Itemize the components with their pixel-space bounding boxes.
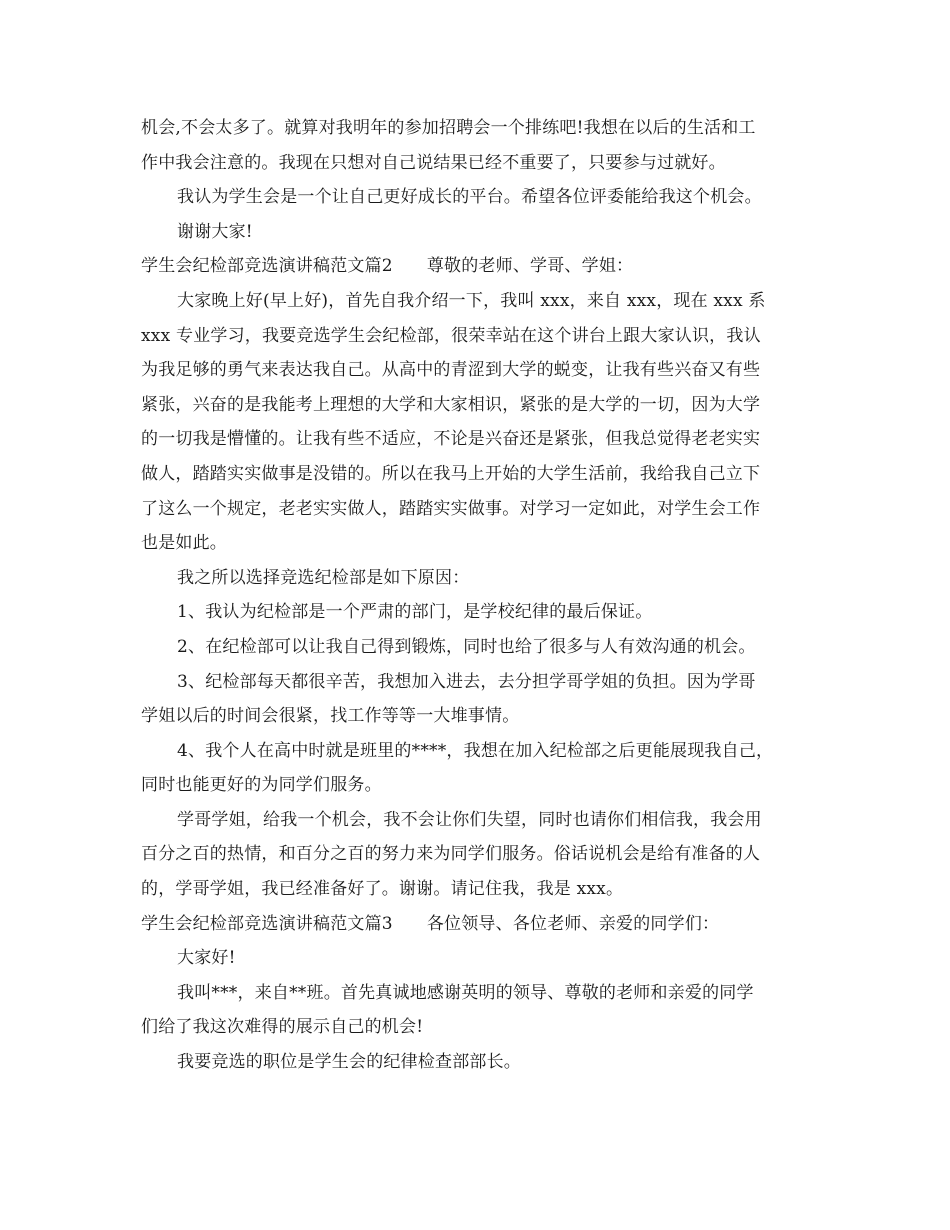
list-item: 3、纪检部每天都很辛苦，我想加入进去，去分担学哥学姐的负担。因为学哥 xyxy=(177,671,756,692)
text-line: 的一切我是懵懂的。让我有些不适应，不论是兴奋还是紧张，但我总觉得老老实实 xyxy=(141,429,761,450)
text-line: 我之所以选择竞选纪检部是如下原因： xyxy=(177,567,470,588)
text-line: 学姐以后的时间会很紧，找工作等等一大堆事情。 xyxy=(141,706,520,727)
salutation: 各位领导、各位老师、亲爱的同学们： xyxy=(426,913,720,934)
section-title: 学生会纪检部竞选演讲稿范文篇3 xyxy=(141,913,393,934)
text-line: 紧张，兴奋的是我能考上理想的大学和大家相识，紧张的是大学的一切，因为大学 xyxy=(141,394,761,415)
text-line: 们给了我这次难得的展示自己的机会! xyxy=(141,1017,424,1038)
text-line: 我叫***，来自**班。首先真诚地感谢英明的领导、尊敬的老师和亲爱的同学 xyxy=(177,982,754,1003)
text-line: 的，学哥学姐，我已经准备好了。谢谢。请记住我，我是 xxx。 xyxy=(141,879,624,900)
document-body xyxy=(141,111,821,1080)
text-line: 为我足够的勇气来表达我自己。从高中的青涩到大学的蜕变，让我有些兴奋又有些 xyxy=(141,360,761,381)
text-line: 也是如此。 xyxy=(141,533,227,554)
text-line: 机会,不会太多了。就算对我明年的参加招聘会一个排练吧!我想在以后的生活和工 xyxy=(141,118,756,138)
text-line: 做人，踏踏实实做事是没错的。所以在我马上开始的大学生活前，我给我自己立下 xyxy=(141,463,761,484)
list-item: 1、我认为纪检部是一个严肃的部门，是学校纪律的最后保证。 xyxy=(177,602,653,623)
section-heading xyxy=(141,907,821,942)
text-line: 学哥学姐，给我一个机会，我不会让你们失望，同时也请你们相信我，我会用 xyxy=(177,809,762,830)
section-heading xyxy=(141,249,821,284)
list-item: 4、我个人在高中时就是班里的****，我想在加入纪检部之后更能展现我自己， xyxy=(177,740,774,761)
text-line: 我要竞选的职位是学生会的纪律检查部部长。 xyxy=(177,1052,521,1073)
text-line: 我认为学生会是一个让自己更好成长的平台。希望各位评委能给我这个机会。 xyxy=(177,187,762,208)
list-item: 2、在纪检部可以让我自己得到锻炼，同时也给了很多与人有效沟通的机会。 xyxy=(177,636,756,657)
text-line: xxx 专业学习，我要竞选学生会纪检部，很荣幸站在这个讲台上跟大家认识，我认 xyxy=(141,325,761,346)
text-line: 作中我会注意的。我现在只想对自己说结果已经不重要了，只要参与过就好。 xyxy=(141,152,726,173)
section-title: 学生会纪检部竞选演讲稿范文篇2 xyxy=(141,256,393,277)
text-line: 了这么一个规定，老老实实做人，踏踏实实做事。对学习一定如此，对学生会工作 xyxy=(141,498,761,519)
salutation: 尊敬的老师、学哥、学姐： xyxy=(426,256,634,277)
text-line: 大家晚上好(早上好)，首先自我介绍一下，我叫 xxx，来自 xxx，现在 xxx 系 xyxy=(177,290,766,311)
text-line: 谢谢大家! xyxy=(177,221,253,242)
text-line: 大家好! xyxy=(177,948,236,969)
text-line: 同时也能更好的为同学们服务。 xyxy=(141,775,382,796)
text-line: 百分之百的热情，和百分之百的努力来为同学们服务。俗话说机会是给有准备的人 xyxy=(141,844,761,865)
